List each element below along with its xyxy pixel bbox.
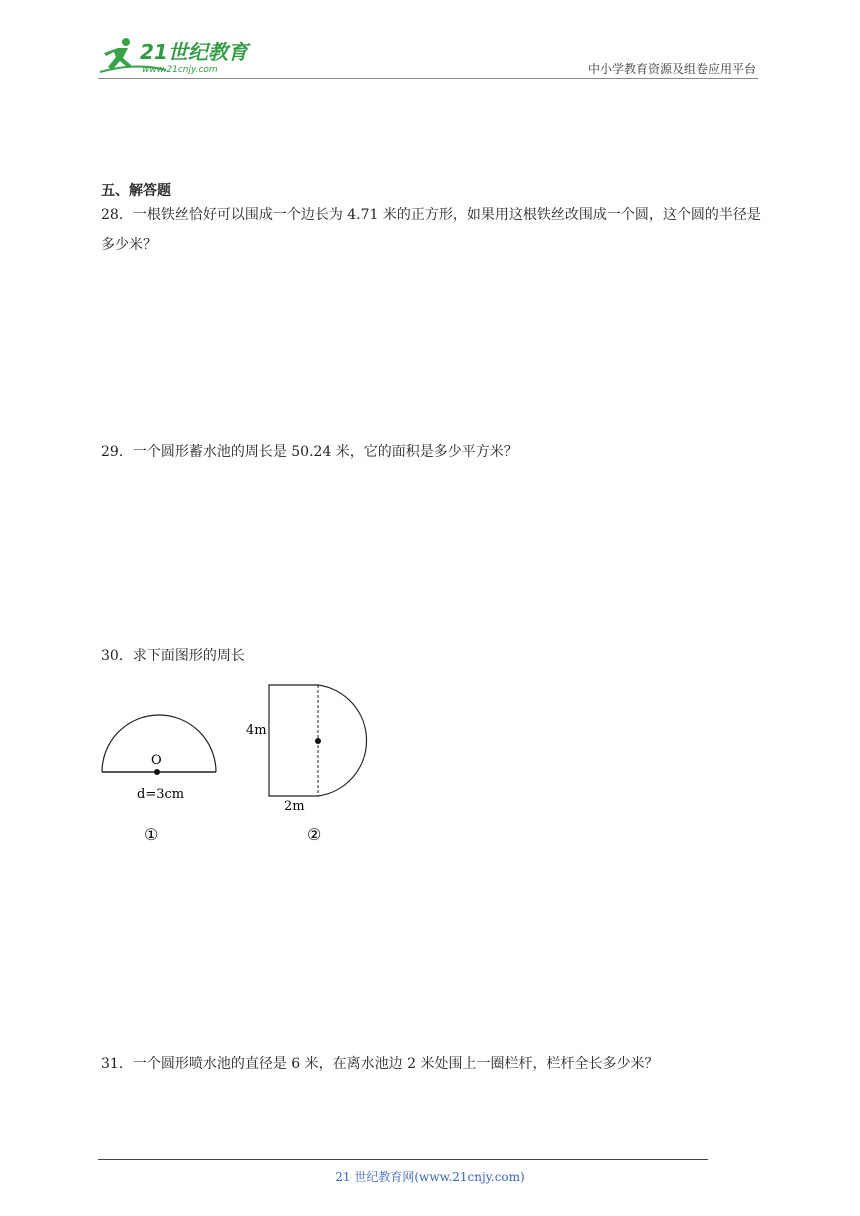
height-label: 4m — [246, 723, 267, 738]
logo-text: 21世纪教育 — [140, 40, 248, 64]
width-label: 2m — [284, 799, 305, 814]
section-title: 五、解答题 — [101, 183, 171, 199]
footer-link[interactable]: 21 世纪教育网(www.21cnjy.com) — [335, 1170, 525, 1184]
question-28 — [101, 200, 761, 260]
logo-url: www.21cnjy.com — [142, 65, 218, 75]
footer-divider — [98, 1159, 708, 1160]
question-31 — [101, 1049, 761, 1079]
question-text: 求下面图形的周长 — [132, 648, 245, 664]
header-tagline: 中小学教育资源及组卷应用平台 — [587, 62, 756, 76]
question-30 — [101, 641, 761, 671]
figure-number: ① — [144, 825, 159, 844]
question-text: 一个圆形蓄水池的周长是 50.24 米，它的面积是多少平方米？ — [132, 444, 518, 460]
question-number: 30． — [101, 648, 133, 664]
question-number: 28． — [101, 207, 133, 223]
question-text: 一个圆形喷水池的直径是 6 米，在离水池边 2 米处围上一圈栏杆，栏杆全长多少米？ — [132, 1056, 659, 1072]
figure-rectangle-semicircle — [240, 678, 385, 848]
question-text: 一根铁丝恰好可以围成一个边长为 4.71 米的正方形，如果用这根铁丝改围成一个圆，这个圆的半径是多少米？ — [101, 207, 761, 253]
site-logo — [96, 34, 266, 78]
question-number: 29． — [101, 444, 133, 460]
diameter-label: d=3cm — [137, 787, 185, 802]
question-number: 31． — [101, 1056, 133, 1072]
header-divider — [98, 78, 758, 79]
figure-number: ② — [307, 825, 322, 844]
center-label: O — [151, 753, 162, 768]
question-29 — [101, 437, 761, 467]
figure-semicircle — [95, 708, 225, 848]
